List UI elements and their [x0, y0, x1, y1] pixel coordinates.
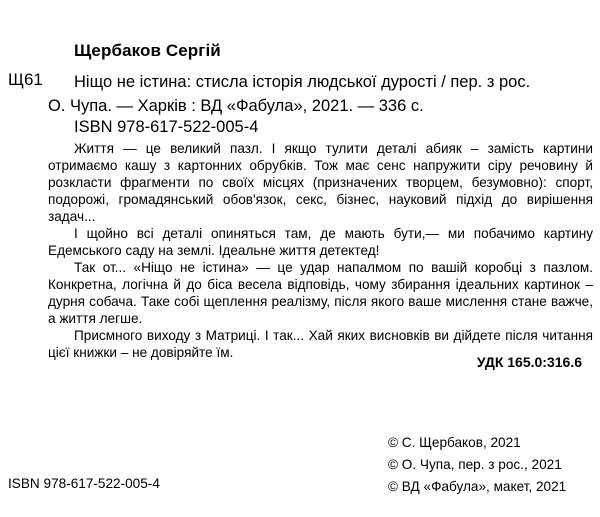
annotation	[48, 140, 593, 361]
copyright-translator: © О. Чупа, пер. з рос., 2021	[388, 457, 562, 472]
annotation-paragraph: Присмного виходу з Матриці. І так... Хай яких висновків ви дійдете після читання цієї книжки – не довіряйте їм.	[48, 328, 593, 360]
bibliographic-line-1: Ніщо не істина: стисла історія людської дурості / пер. з рос.	[74, 73, 531, 91]
udk-code: УДК 165.0:316.6	[476, 354, 582, 370]
bibliographic-record	[48, 70, 584, 118]
annotation-paragraph: Життя — це великий пазл. І якщо тулити деталі абияк – замість картини отримаємо кашу з картонних обрубків. Тож має сенс напружити сіру речовину й розкласти фрагменти по своїх місцях (призначених творцем, безумовно): спорт, подорожі, громадянський обов'язок, секс, бізнес, науковий підхід до вирішення задач...	[48, 141, 593, 224]
annotation-paragraph: І щойно всі деталі опиняться там, де мають бути,— ми побачимо картину Едемського саду на землі. Ідеальне життя детектед!	[48, 226, 593, 258]
copyright-publisher: © ВД «Фабула», макет, 2021	[388, 479, 567, 494]
annotation-paragraph: Так от... «Ніщо не істина» — це удар напалмом по вашій коробці з пазлом. Конкретна, логічна й до біса весела відповідь, чому збирання ідеальних картинок – дурня собача. Таке собі щеплення реалізму, після якого ваше мислення стане важче, а життя легше.	[48, 260, 593, 326]
copyright-author: © С. Щербаков, 2021	[388, 435, 521, 450]
classification-code: Щ61	[8, 70, 43, 89]
isbn-top: ISBN 978-617-522-005-4	[74, 118, 259, 136]
isbn-bottom: ISBN 978-617-522-005-4	[8, 476, 160, 491]
bibliographic-line-2: О. Чупа. — Харків : ВД «Фабула», 2021. — 336 с.	[48, 97, 424, 115]
copyright-notices	[388, 432, 566, 498]
author-name: Щербаков Сергій	[74, 41, 221, 60]
